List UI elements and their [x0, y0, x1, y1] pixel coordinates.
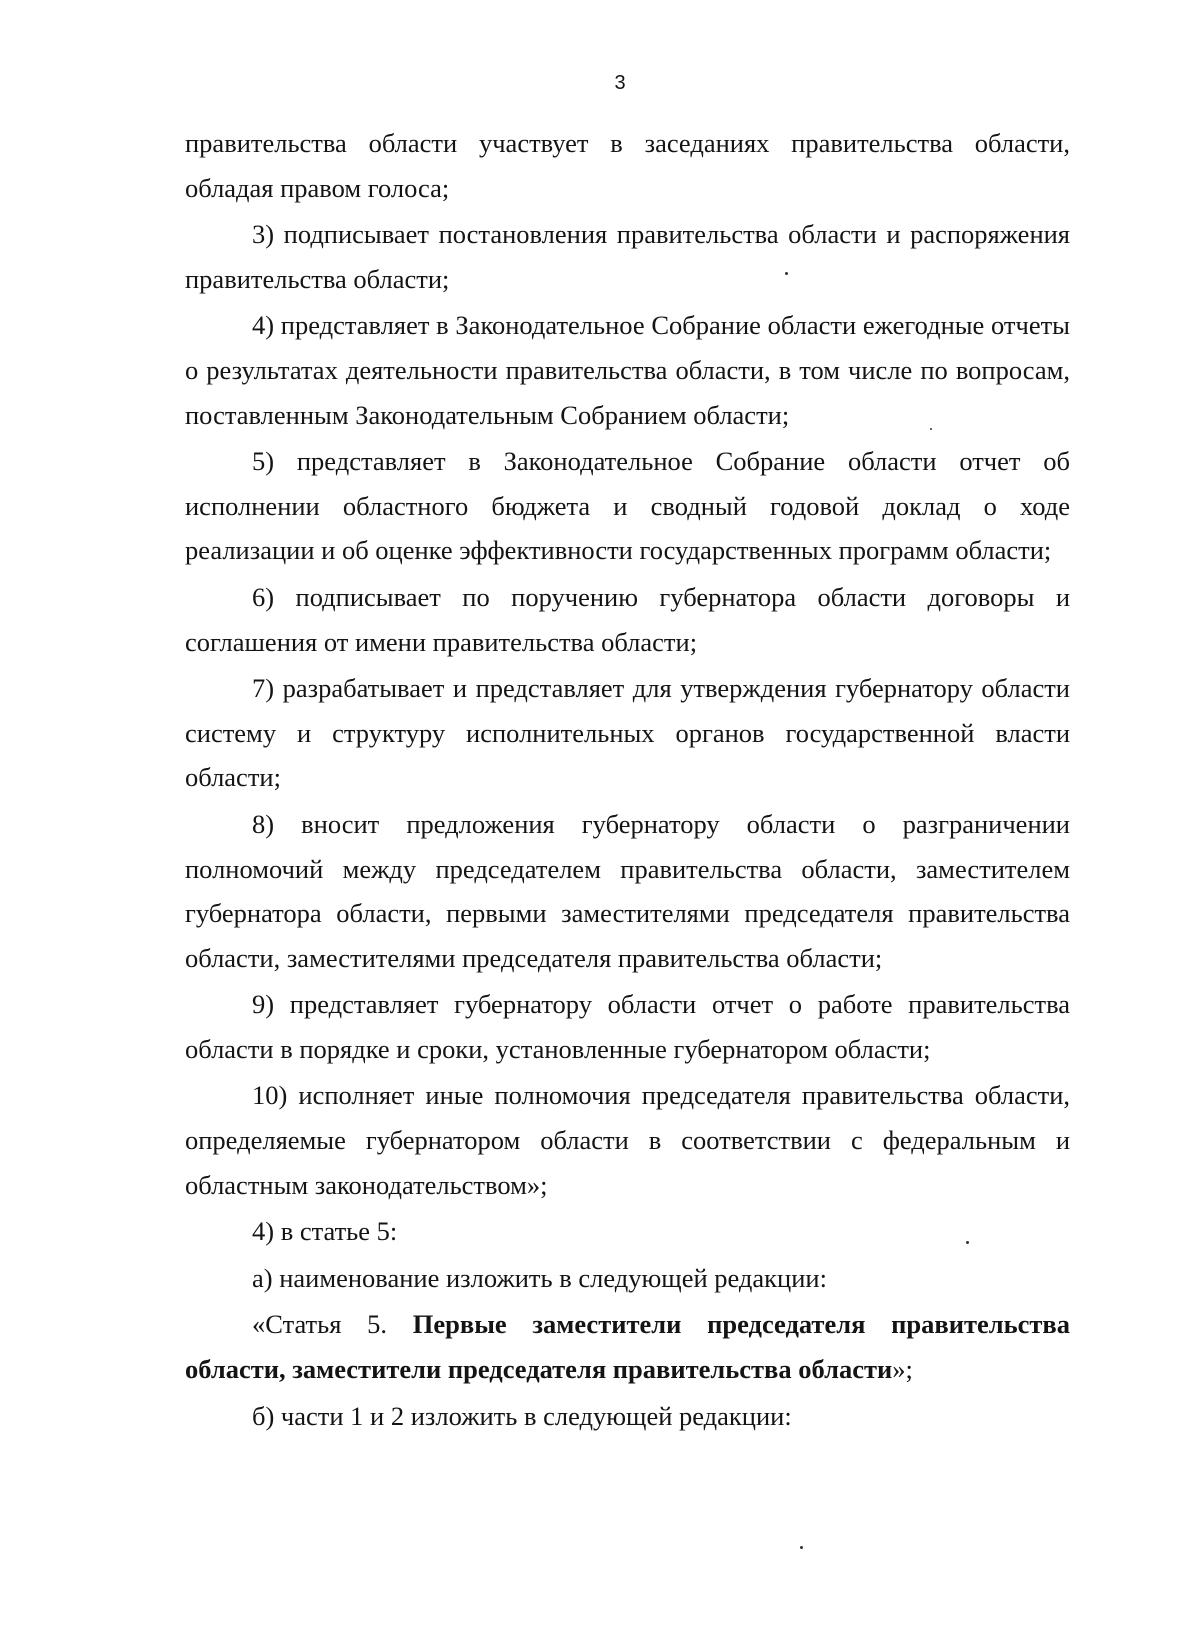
paragraph-item-9: 9) представляет губернатору области отчет о работе правительства области в порядке и сроки, установленные губернатором области; — [185, 989, 1070, 1064]
article-heading-prefix: «Статья 5. — [252, 1309, 413, 1340]
document-body — [185, 121, 1070, 1438]
paragraph-item-7: 7) разрабатывает и представляет для утверждения губернатору области систему и структуру исполнительных органов государственной власти области; — [185, 673, 1070, 793]
paragraph-article-5: 4) в статье 5: — [252, 1216, 398, 1247]
paragraph-item-3: 3) подписывает постановления правительства области и распоряжения правительства области; — [185, 219, 1070, 294]
scan-speck — [930, 428, 932, 430]
paragraph-item-10: 10) исполняет иные полномочия председателя правительства области, определяемые губернатором области в соответствии с федеральным и областным законодательством»; — [185, 1080, 1070, 1200]
paragraph-subitem-a: а) наименование изложить в следующей редакции: — [252, 1262, 827, 1293]
scan-speck — [800, 1546, 803, 1549]
paragraph-continuation: правительства области участвует в заседаниях правительства области, обладая правом голоса; — [185, 128, 1070, 203]
paragraph-item-8: 8) вносит предложения губернатору области о разграничении полномочий между председателем правительства области, заместителем губернатора области, первыми заместителями председателя правительства области, заместителями председателя правительства области; — [185, 808, 1070, 973]
paragraph-subitem-b: б) части 1 и 2 изложить в следующей редакции: — [252, 1400, 792, 1431]
paragraph-item-6: 6) подписывает по поручению губернатора области договоры и соглашения от имени правительства области; — [185, 581, 1070, 657]
article-heading-suffix: »; — [892, 1354, 913, 1385]
paragraph-item-4: 4) представляет в Законодательное Собрание области ежегодные отчеты о результатах деятельности правительства области, в том числе по вопросам, поставленным Законодательным Собранием области; — [185, 310, 1070, 430]
scan-speck — [966, 1241, 969, 1244]
article-heading-title: Первые заместители председателя правительства области, заместители председателя правительства области — [185, 1309, 1070, 1385]
paragraph-item-5: 5) представляет в Законодательное Собрание области отчет об исполнении областного бюджета и сводный годовой доклад о ходе реализации и об оценке эффективности государственных программ области; — [185, 446, 1070, 566]
page-number: 3 — [614, 72, 626, 94]
paragraph-article-heading — [185, 1302, 1070, 1391]
scan-speck — [785, 272, 788, 275]
